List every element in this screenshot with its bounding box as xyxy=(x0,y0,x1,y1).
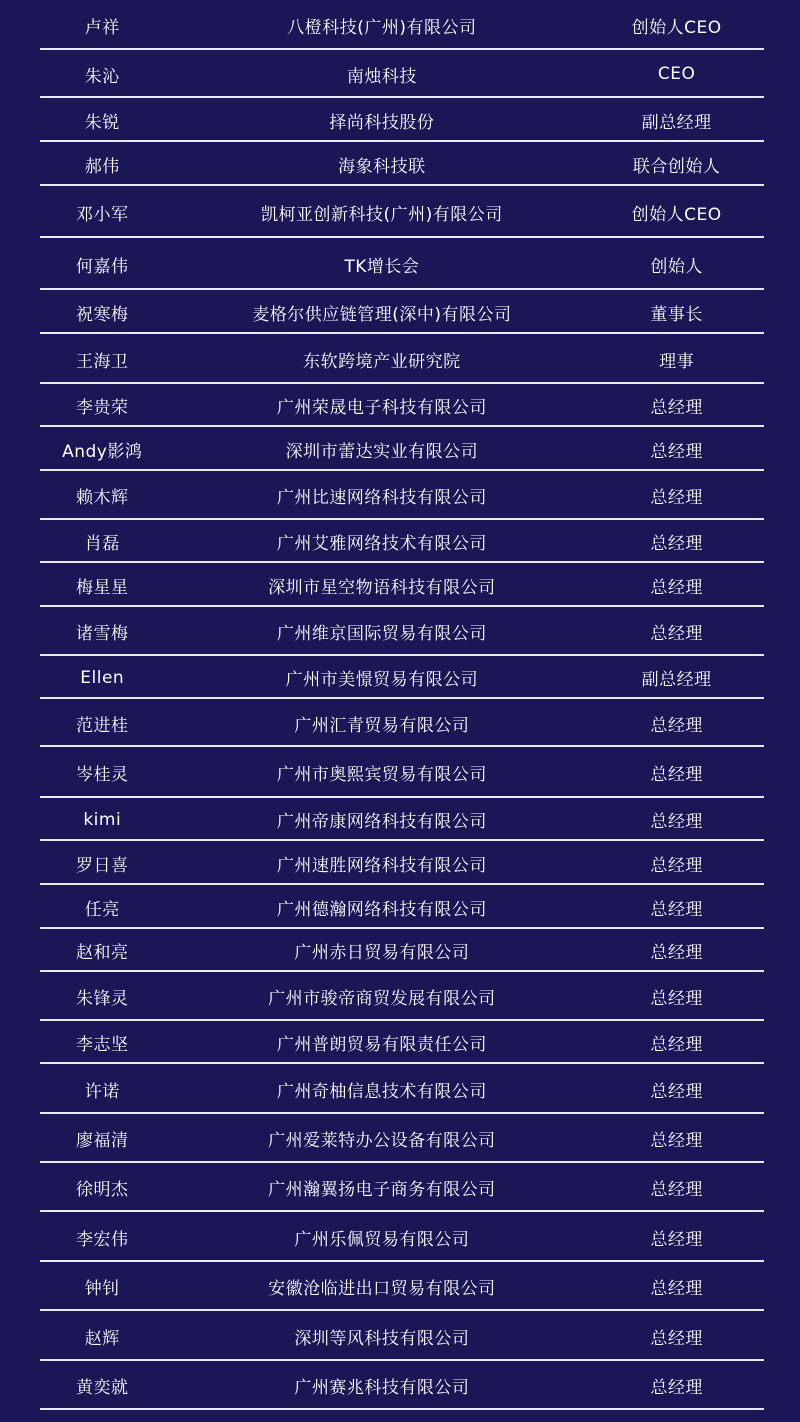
title-cell: 创始人 xyxy=(650,256,703,277)
company-cell: 广州市美憬贸易有限公司 xyxy=(285,670,479,690)
company-cell: 麦格尔供应链管理(深中)有限公司 xyxy=(252,304,512,325)
name-cell: 黄奕就 xyxy=(75,1378,129,1398)
title-cell: 总经理 xyxy=(650,488,703,508)
title-cell: 总经理 xyxy=(650,398,703,418)
title-cell: 理事 xyxy=(659,351,695,372)
table-row xyxy=(40,290,764,334)
table-row xyxy=(40,1361,764,1410)
company-cell: 广州市骏帝商贸发展有限公司 xyxy=(268,989,496,1009)
name-cell: Ellen xyxy=(80,667,125,688)
title-cell: 总经理 xyxy=(650,534,703,554)
table-row xyxy=(40,186,764,238)
name-cell: 朱沁 xyxy=(84,66,120,87)
title-cell: 创始人CEO xyxy=(631,17,722,38)
title-cell: 联合创始人 xyxy=(632,156,721,177)
company-cell: 广州市奥熙宾贸易有限公司 xyxy=(276,765,487,785)
title-cell: 总经理 xyxy=(650,1378,703,1398)
name-cell: 梅星星 xyxy=(75,577,129,598)
name-cell: 卢祥 xyxy=(84,17,120,38)
title-cell: 总经理 xyxy=(650,1279,703,1299)
company-cell: 广州德瀚网络科技有限公司 xyxy=(276,899,487,920)
table-row xyxy=(40,520,764,563)
name-cell: 赵辉 xyxy=(84,1328,120,1349)
title-cell: 总经理 xyxy=(650,989,703,1009)
name-cell: 任亮 xyxy=(84,899,120,920)
title-cell: 总经理 xyxy=(650,1131,703,1151)
table-row xyxy=(40,563,764,607)
title-cell: 总经理 xyxy=(650,1328,703,1349)
table-row xyxy=(40,98,764,142)
title-cell: 总经理 xyxy=(650,812,703,832)
name-cell: 李贵荣 xyxy=(75,398,129,418)
table-row xyxy=(40,607,764,656)
name-cell: 李宏伟 xyxy=(75,1229,129,1250)
name-cell: 范进桂 xyxy=(75,715,129,736)
company-cell: 东软跨境产业研究院 xyxy=(303,351,461,372)
company-cell: 八橙科技(广州)有限公司 xyxy=(287,17,477,38)
title-cell: 总经理 xyxy=(650,715,703,736)
table-row xyxy=(40,841,764,885)
title-cell: 创始人CEO xyxy=(631,204,722,225)
table-row xyxy=(40,1311,764,1361)
company-cell: 广州赛兆科技有限公司 xyxy=(294,1378,470,1398)
title-cell: 总经理 xyxy=(650,1035,703,1055)
company-cell: 深圳等风科技有限公司 xyxy=(294,1328,470,1349)
title-cell: 总经理 xyxy=(650,577,703,598)
company-cell: 广州速胜网络科技有限公司 xyxy=(276,855,487,876)
name-cell: 诸雪梅 xyxy=(75,624,129,644)
title-cell: 副总经理 xyxy=(641,670,712,690)
company-cell: 广州艾雅网络技术有限公司 xyxy=(276,534,487,554)
name-cell: 罗日喜 xyxy=(75,855,129,876)
company-cell: 广州帝康网络科技有限公司 xyxy=(276,812,487,832)
company-cell: TK增长会 xyxy=(344,256,420,277)
name-cell: 王海卫 xyxy=(75,351,129,372)
company-cell: 广州乐佩贸易有限公司 xyxy=(294,1229,470,1250)
company-cell: 广州奇柚信息技术有限公司 xyxy=(276,1081,487,1102)
title-cell: CEO xyxy=(657,64,696,84)
name-cell: 许诺 xyxy=(84,1081,120,1102)
company-cell: 广州比速网络科技有限公司 xyxy=(276,488,487,508)
company-cell: 广州荣晟电子科技有限公司 xyxy=(276,398,487,418)
title-cell: 董事长 xyxy=(650,304,703,325)
table-row xyxy=(40,0,764,50)
name-cell: 邓小军 xyxy=(75,204,129,225)
title-cell: 总经理 xyxy=(650,1180,703,1200)
name-cell: 李志坚 xyxy=(75,1035,129,1055)
name-cell: 徐明杰 xyxy=(75,1180,129,1200)
table-row xyxy=(40,142,764,186)
title-cell: 总经理 xyxy=(650,1229,703,1250)
table-row xyxy=(40,747,764,798)
table-row xyxy=(40,1064,764,1114)
company-cell: 广州维京国际贸易有限公司 xyxy=(276,624,487,644)
table-row xyxy=(40,384,764,427)
name-cell: 肖磊 xyxy=(84,534,120,554)
table-row xyxy=(40,1163,764,1212)
company-cell: 广州赤日贸易有限公司 xyxy=(294,943,470,963)
name-cell: 郝伟 xyxy=(84,156,120,177)
company-cell: 择尚科技股份 xyxy=(329,112,435,133)
name-cell: Andy影鸿 xyxy=(62,441,143,462)
table-row xyxy=(40,1021,764,1064)
name-cell: 朱锋灵 xyxy=(75,989,129,1009)
title-cell: 总经理 xyxy=(650,441,703,462)
name-cell: 钟钊 xyxy=(84,1279,120,1299)
company-cell: 海象科技联 xyxy=(338,156,426,177)
table-row xyxy=(40,427,764,471)
company-cell: 广州爱莱特办公设备有限公司 xyxy=(268,1131,496,1151)
table-row xyxy=(40,334,764,384)
company-cell: 广州普朗贸易有限责任公司 xyxy=(276,1035,487,1055)
table-row xyxy=(40,656,764,699)
name-cell: 岑桂灵 xyxy=(75,765,129,785)
title-cell: 总经理 xyxy=(650,765,703,785)
title-cell: 总经理 xyxy=(650,624,703,644)
title-cell: 总经理 xyxy=(650,899,703,920)
company-cell: 深圳市星空物语科技有限公司 xyxy=(268,577,496,598)
company-cell: 广州瀚翼扬电子商务有限公司 xyxy=(268,1180,496,1200)
table-row xyxy=(40,798,764,841)
name-cell: 赵和亮 xyxy=(75,943,129,963)
table-row xyxy=(40,929,764,972)
company-cell: 安徽沧临进出口贸易有限公司 xyxy=(268,1279,496,1299)
table-row xyxy=(40,1212,764,1262)
company-cell: 深圳市蕾达实业有限公司 xyxy=(285,441,479,462)
table-row xyxy=(40,238,764,290)
name-cell: 祝寒梅 xyxy=(75,304,129,325)
name-cell: kimi xyxy=(83,809,122,830)
table-row xyxy=(40,471,764,520)
title-cell: 总经理 xyxy=(650,943,703,963)
title-cell: 总经理 xyxy=(650,1081,703,1102)
name-cell: 何嘉伟 xyxy=(75,256,129,277)
title-cell: 总经理 xyxy=(650,855,703,876)
name-cell: 朱锐 xyxy=(84,112,120,133)
table-row xyxy=(40,1262,764,1311)
company-cell: 南烛科技 xyxy=(346,66,417,87)
table-row xyxy=(40,972,764,1021)
name-cell: 赖木辉 xyxy=(75,488,129,508)
company-cell: 广州汇青贸易有限公司 xyxy=(294,715,470,736)
table-row xyxy=(40,50,764,98)
table-row xyxy=(40,1114,764,1163)
title-cell: 副总经理 xyxy=(641,112,712,133)
name-cell: 廖福清 xyxy=(75,1131,129,1151)
table-row xyxy=(40,699,764,747)
company-cell: 凯柯亚创新科技(广州)有限公司 xyxy=(261,204,503,225)
table-row xyxy=(40,885,764,929)
